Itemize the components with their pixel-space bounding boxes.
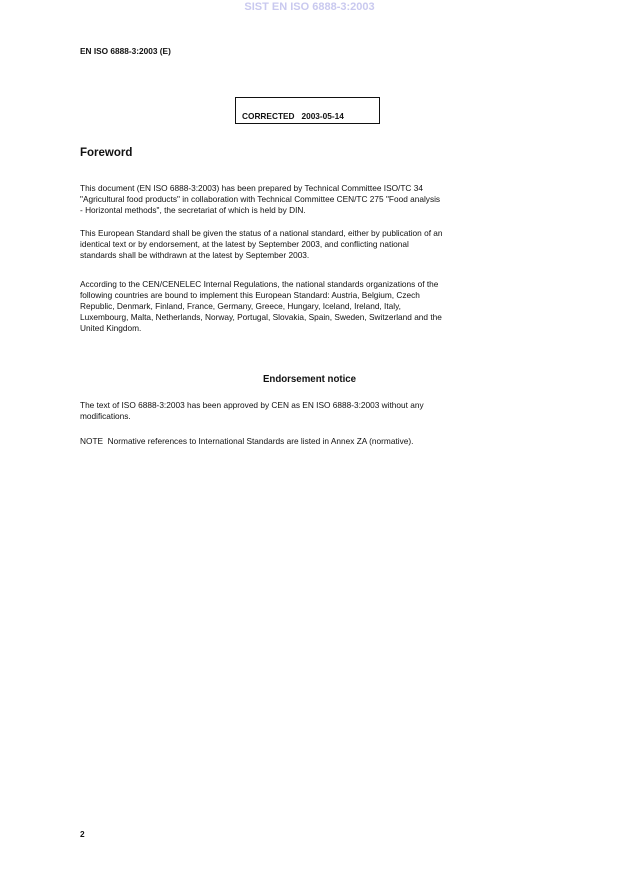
- text-line: According to the CEN/CENELEC Internal Regulations, the national standards organizations of the: [80, 279, 439, 289]
- corrected-label: CORRECTED 2003-05-14: [242, 111, 344, 121]
- page-number: 2: [80, 829, 85, 839]
- text-line: The text of ISO 6888-3:2003 has been approved by CEN as EN ISO 6888-3:2003 without any: [80, 400, 424, 410]
- text-line: following countries are bound to implement this European Standard: Austria, Belgium, Czech: [80, 289, 420, 300]
- foreword-paragraph-3: [80, 279, 442, 334]
- endorsement-title: Endorsement notice: [262, 374, 357, 385]
- text-line: standards shall be withdrawn at the latest by September 2003.: [80, 249, 310, 260]
- foreword-paragraph-2: [80, 228, 443, 261]
- text-line: NOTE Normative references to International Standards are listed in Annex ZA (normative).: [80, 436, 414, 446]
- text-line: Luxembourg, Malta, Netherlands, Norway, Portugal, Slovakia, Spain, Sweden, Switzerland and the: [80, 311, 442, 322]
- text-line: This European Standard shall be given the status of a national standard, either by publication of an: [80, 228, 443, 238]
- text-line: This document (EN ISO 6888-3:2003) has been prepared by Technical Committee ISO/TC 34: [80, 183, 423, 193]
- text-line: modifications.: [80, 410, 131, 421]
- text-line: "Agricultural food products" in collaboration with Technical Committee CEN/TC 275 "Food analysis: [80, 193, 441, 204]
- watermark: SIST EN ISO 6888-3:2003: [244, 1, 375, 13]
- endorsement-note: [80, 436, 413, 447]
- document-header: EN ISO 6888-3:2003 (E): [80, 46, 171, 56]
- endorsement-paragraph-1: [80, 400, 424, 422]
- text-line: - Horizontal methods", the secretariat of which is held by DIN.: [80, 204, 306, 215]
- text-line: Republic, Denmark, Finland, France, Germany, Greece, Hungary, Iceland, Ireland, Italy,: [80, 300, 401, 311]
- foreword-title: Foreword: [80, 147, 133, 159]
- text-line: identical text or by endorsement, at the latest by September 2003, and conflicting national: [80, 238, 409, 249]
- corrected-box: [235, 97, 380, 124]
- text-line: United Kingdom.: [80, 322, 142, 333]
- foreword-paragraph-1: [80, 183, 440, 216]
